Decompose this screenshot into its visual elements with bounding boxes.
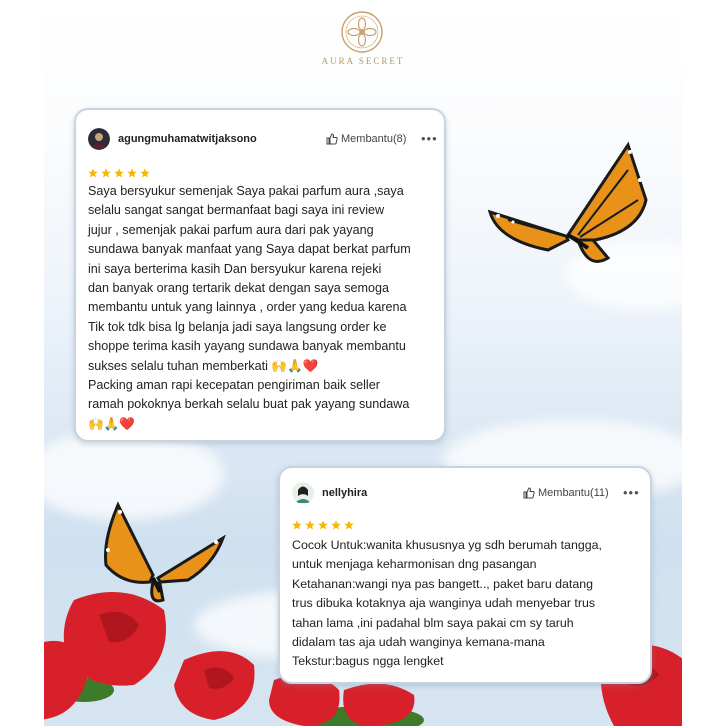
aura-secret-logo-icon bbox=[340, 10, 384, 54]
star-icon bbox=[114, 168, 124, 178]
background bbox=[44, 0, 682, 726]
thumbs-up-icon bbox=[523, 487, 535, 499]
reviewer-username[interactable]: nellyhira bbox=[322, 487, 368, 499]
butterfly-icon bbox=[488, 140, 648, 280]
review-card bbox=[74, 108, 446, 442]
thumbs-up-icon bbox=[326, 133, 338, 145]
star-icon bbox=[344, 520, 354, 530]
brand-name: AURA SECRET bbox=[321, 56, 405, 66]
avatar[interactable] bbox=[88, 128, 110, 150]
helpful-count: Membantu(11) bbox=[538, 487, 609, 499]
helpful-button[interactable] bbox=[523, 487, 609, 499]
avatar[interactable] bbox=[292, 482, 314, 504]
star-icon bbox=[292, 520, 302, 530]
star-icon bbox=[140, 168, 150, 178]
reviewer-username[interactable]: agungmuhamatwitjaksono bbox=[118, 133, 257, 145]
more-icon[interactable]: ••• bbox=[421, 131, 438, 146]
star-icon bbox=[318, 520, 328, 530]
star-icon bbox=[101, 168, 111, 178]
review-text: Cocok Untuk:wanita khususnya yg sdh berumah tangga, untuk menjaga keharmonisan dng pasangan Ketahanan:wangi nya pas bangett.., paket baru datang trus dibuka kotaknya aja wanginya udah menyebar trus tahan lama ,ini padahal blm saya pakai cm sy taruh didalam tas aja udah wanginya kemana-mana Tekstur:bagus ngga lengket bbox=[292, 538, 602, 669]
rating-stars bbox=[292, 520, 354, 530]
more-icon[interactable]: ••• bbox=[623, 485, 640, 500]
review-text: Saya bersyukur semenjak Saya pakai parfum aura ,saya selalu sangat sangat bermanfaat bagi saya ini review jujur , semenjak pakai parfum aura dari pak yayang sundawa banyak manfaat yang Saya dapat berkat parfum ini saya berterima kasih Dan bersyukur karena rejeki dan banyak orang tertarik dekat dengan saya semoga membantu untuk yang lainnya , order yang kedua karena Tik tok tdk bisa lg belanja jadi saya langsung order ke shoppe terima kasih yayang sundawa banyak membantu sukses selalu tuhan memberkati 🙌🙏❤️ Packing aman rapi kecepatan pengiriman baik seller ramah pokoknya berkah selalu buat pak yayang sundawa 🙌🙏❤️ bbox=[88, 184, 411, 431]
rating-stars bbox=[88, 168, 150, 178]
helpful-count: Membantu(8) bbox=[341, 133, 407, 145]
star-icon bbox=[331, 520, 341, 530]
helpful-button[interactable] bbox=[326, 133, 406, 145]
star-icon bbox=[88, 168, 98, 178]
review-card bbox=[278, 466, 652, 684]
star-icon bbox=[127, 168, 137, 178]
star-icon bbox=[305, 520, 315, 530]
